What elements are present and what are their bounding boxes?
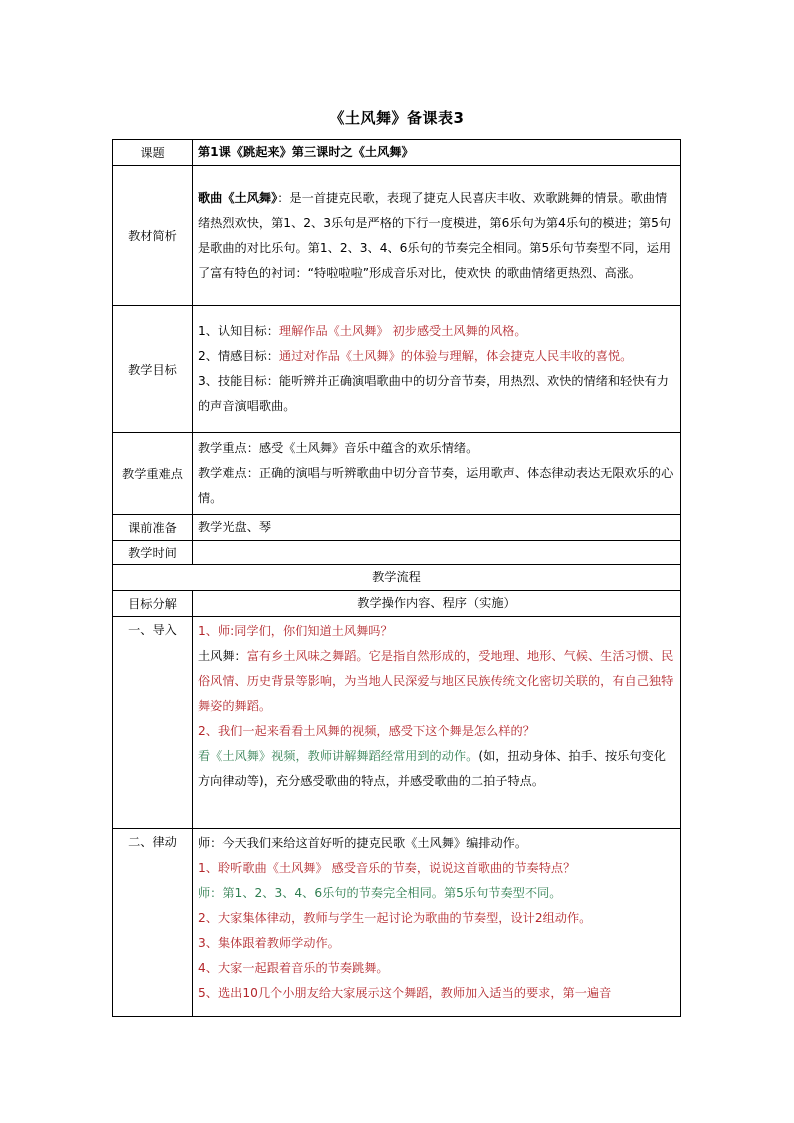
table-row bbox=[113, 565, 681, 591]
table-row bbox=[113, 591, 681, 617]
rhythm-step-3: 3、集体跟着教师学动作。 bbox=[198, 936, 340, 950]
row-label-lesson: 课题 bbox=[113, 140, 193, 166]
rhythm-step-4: 4、大家一起跟着音乐的节奏跳舞。 bbox=[198, 961, 389, 975]
goal-cognitive-text: 理解作品《土风舞》 初步感受土风舞的风格。 bbox=[278, 324, 527, 338]
rhythm-cell bbox=[193, 829, 681, 1017]
table-row bbox=[113, 617, 681, 829]
goal-skill: 3、技能目标：能听辨并正确演唱歌曲中的切分音节奏，用热烈、欢快的情绪和轻快有力的声音演唱歌曲。 bbox=[198, 374, 669, 413]
intro-definition-prefix: 土风舞： bbox=[198, 649, 247, 663]
row-label-prep: 课前准备 bbox=[113, 515, 193, 541]
intro-question: 1、师:同学们，你们知道土风舞吗？ bbox=[198, 624, 393, 638]
goal-cognitive bbox=[198, 319, 675, 344]
intro-definition bbox=[198, 644, 675, 719]
table-row bbox=[113, 166, 681, 306]
table-row bbox=[113, 433, 681, 515]
row-label-goals: 教学目标 bbox=[113, 306, 193, 433]
rhythm-teacher-note: 师：第1、2、3、4、6乐句的节奏完全相同。第5乐句节奏型不同。 bbox=[198, 886, 562, 900]
rhythm-step-1: 1、聆听歌曲《土风舞》 感受音乐的节奏，说说这首歌曲的节奏特点？ bbox=[198, 861, 576, 875]
goal-column-header: 目标分解 bbox=[113, 591, 193, 617]
rhythm-step-intro: 师：今天我们来给这首好听的捷克民歌《土风舞》编排动作。 bbox=[198, 836, 528, 850]
intro-cell bbox=[193, 617, 681, 829]
material-lead: 歌曲《土风舞》 bbox=[198, 190, 278, 205]
table-row bbox=[113, 829, 681, 1017]
intro-video-black: (如，扭动身体、拍手、按乐句变化方向律动等)，充分感受歌曲的特点，并感受歌曲的二拍子特点。 bbox=[198, 749, 666, 788]
row-label-time: 教学时间 bbox=[113, 541, 193, 565]
rhythm-step-2: 2、大家集体律动，教师与学生一起讨论为歌曲的节奏型，设计2组动作。 bbox=[198, 911, 592, 925]
intro-video-activity bbox=[198, 744, 675, 794]
row-label-material: 教材简析 bbox=[113, 166, 193, 306]
row-label-intro: 一、导入 bbox=[113, 617, 193, 829]
intro-video-prompt: 2、我们一起来看看土风舞的视频，感受下这个舞是怎么样的？ bbox=[198, 724, 535, 738]
intro-definition-text: 富有乡土风味之舞蹈。它是指自然形成的，受地理、地形、气候、生活习惯、民俗风情、历史背景等影响，为当地人民深爱与地区民族传统文化密切关联的，有自己独特舞姿的舞蹈。 bbox=[198, 649, 674, 713]
table-row bbox=[113, 306, 681, 433]
table-row bbox=[113, 541, 681, 565]
difficult-point: 教学难点：正确的演唱与听辨歌曲中切分音节奏，运用歌声、体态律动表达无限欢乐的心情。 bbox=[198, 466, 674, 505]
table-row bbox=[113, 515, 681, 541]
page-title: 《土风舞》备课表3 bbox=[329, 109, 465, 127]
material-analysis-cell bbox=[193, 166, 681, 306]
process-header: 教学流程 bbox=[113, 565, 681, 591]
goal-emotional-prefix: 2、情感目标： bbox=[198, 349, 279, 363]
intro-video-green: 看《土风舞》视频，教师讲解舞蹈经常用到的动作。 bbox=[198, 749, 479, 763]
row-label-rhythm: 二、律动 bbox=[113, 829, 193, 1017]
keypoints-cell bbox=[193, 433, 681, 515]
lesson-title-value: 第1课《跳起来》第三课时之《土风舞》 bbox=[193, 140, 681, 166]
lesson-plan-table bbox=[112, 139, 681, 1017]
time-value bbox=[193, 541, 681, 565]
goal-cognitive-prefix: 1、认知目标： bbox=[198, 324, 279, 338]
prep-value: 教学光盘、琴 bbox=[193, 515, 681, 541]
table-row bbox=[113, 140, 681, 166]
goal-emotional bbox=[198, 344, 675, 369]
content-column-header: 教学操作内容、程序（实施） bbox=[193, 591, 681, 617]
goals-cell bbox=[193, 306, 681, 433]
key-point: 教学重点：感受《土风舞》音乐中蕴含的欢乐情绪。 bbox=[198, 441, 479, 455]
rhythm-step-5: 5、选出10几个小朋友给大家展示这个舞蹈，教师加入适当的要求，第一遍音 bbox=[198, 986, 612, 1000]
goal-emotional-text: 通过对作品《土风舞》的体验与理解，体会捷克人民丰收的喜悦。 bbox=[278, 349, 633, 363]
row-label-keypoints: 教学重难点 bbox=[113, 433, 193, 515]
material-text: ：是一首捷克民歌，表现了捷克人民喜庆丰收、欢歌跳舞的情景。歌曲情绪热烈欢快，第1、2、3乐句是严格的下行一度模进，第6乐句为第4乐句的模进；第5句是歌曲的对比乐句。第1、2、3、4、6乐句的节奏完全相同。第5乐句节奏型不同，运用了富有特色的衬词：“特啦啦啦”形成音乐对比，使欢快 的歌曲情绪更热烈、高涨。 bbox=[198, 190, 672, 280]
